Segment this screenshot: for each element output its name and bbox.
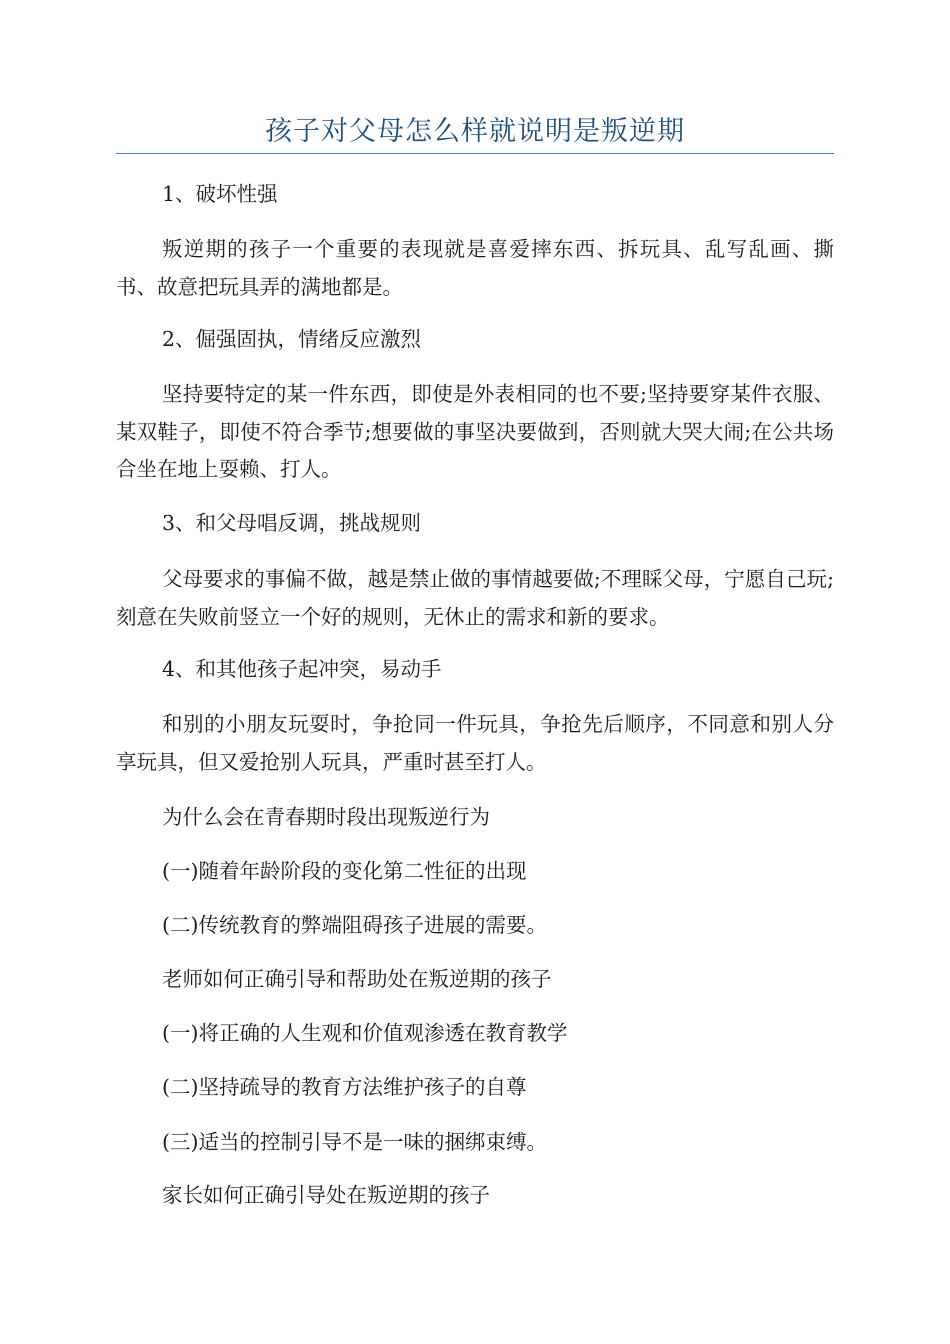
heading-3: 3、和父母唱反调，挑战规则 — [162, 511, 422, 535]
title-divider — [116, 153, 834, 154]
section-heading: 为什么会在青春期时段出现叛逆行为 — [162, 805, 490, 829]
page-title: 孩子对父母怎么样就说明是叛逆期 — [265, 116, 685, 147]
paragraph: 坚持要特定的某一件东西，即使是外表相同的也不要;坚持要穿某件衣服、某双鞋子，即使不符合季节;想要做的事坚决要做到，否则就大哭大闹;在公共场合坐在地上耍赖、打人。 — [116, 382, 834, 481]
section-heading: 家长如何正确引导处在叛逆期的孩子 — [162, 1183, 490, 1207]
list-item: (一)将正确的人生观和价值观渗透在教育教学 — [162, 1021, 568, 1045]
paragraph: 父母要求的事偏不做，越是禁止做的事情越要做;不理睬父母，宁愿自己玩;刻意在失败前竖立一个好的规则，无休止的需求和新的要求。 — [116, 567, 834, 629]
list-item: (一)随着年龄阶段的变化第二性征的出现 — [162, 859, 527, 883]
list-item: (二)坚持疏导的教育方法维护孩子的自尊 — [162, 1075, 527, 1099]
list-item: (三)适当的控制引导不是一味的捆绑束缚。 — [162, 1130, 547, 1154]
paragraph: 和别的小朋友玩耍时，争抢同一件玩具，争抢先后顺序，不同意和别人分享玩具，但又爱抢别人玩具，严重时甚至打人。 — [116, 712, 834, 774]
list-item: (二)传统教育的弊端阻碍孩子进展的需要。 — [162, 913, 547, 937]
heading-2: 2、倔强固执，情绪反应激烈 — [162, 327, 422, 351]
heading-4: 4、和其他孩子起冲突，易动手 — [162, 657, 442, 681]
section-heading: 老师如何正确引导和帮助处在叛逆期的孩子 — [162, 967, 552, 991]
paragraph: 叛逆期的孩子一个重要的表现就是喜爱摔东西、拆玩具、乱写乱画、撕书、故意把玩具弄的满地都是。 — [116, 237, 834, 299]
heading-1: 1、破坏性强 — [162, 182, 278, 206]
